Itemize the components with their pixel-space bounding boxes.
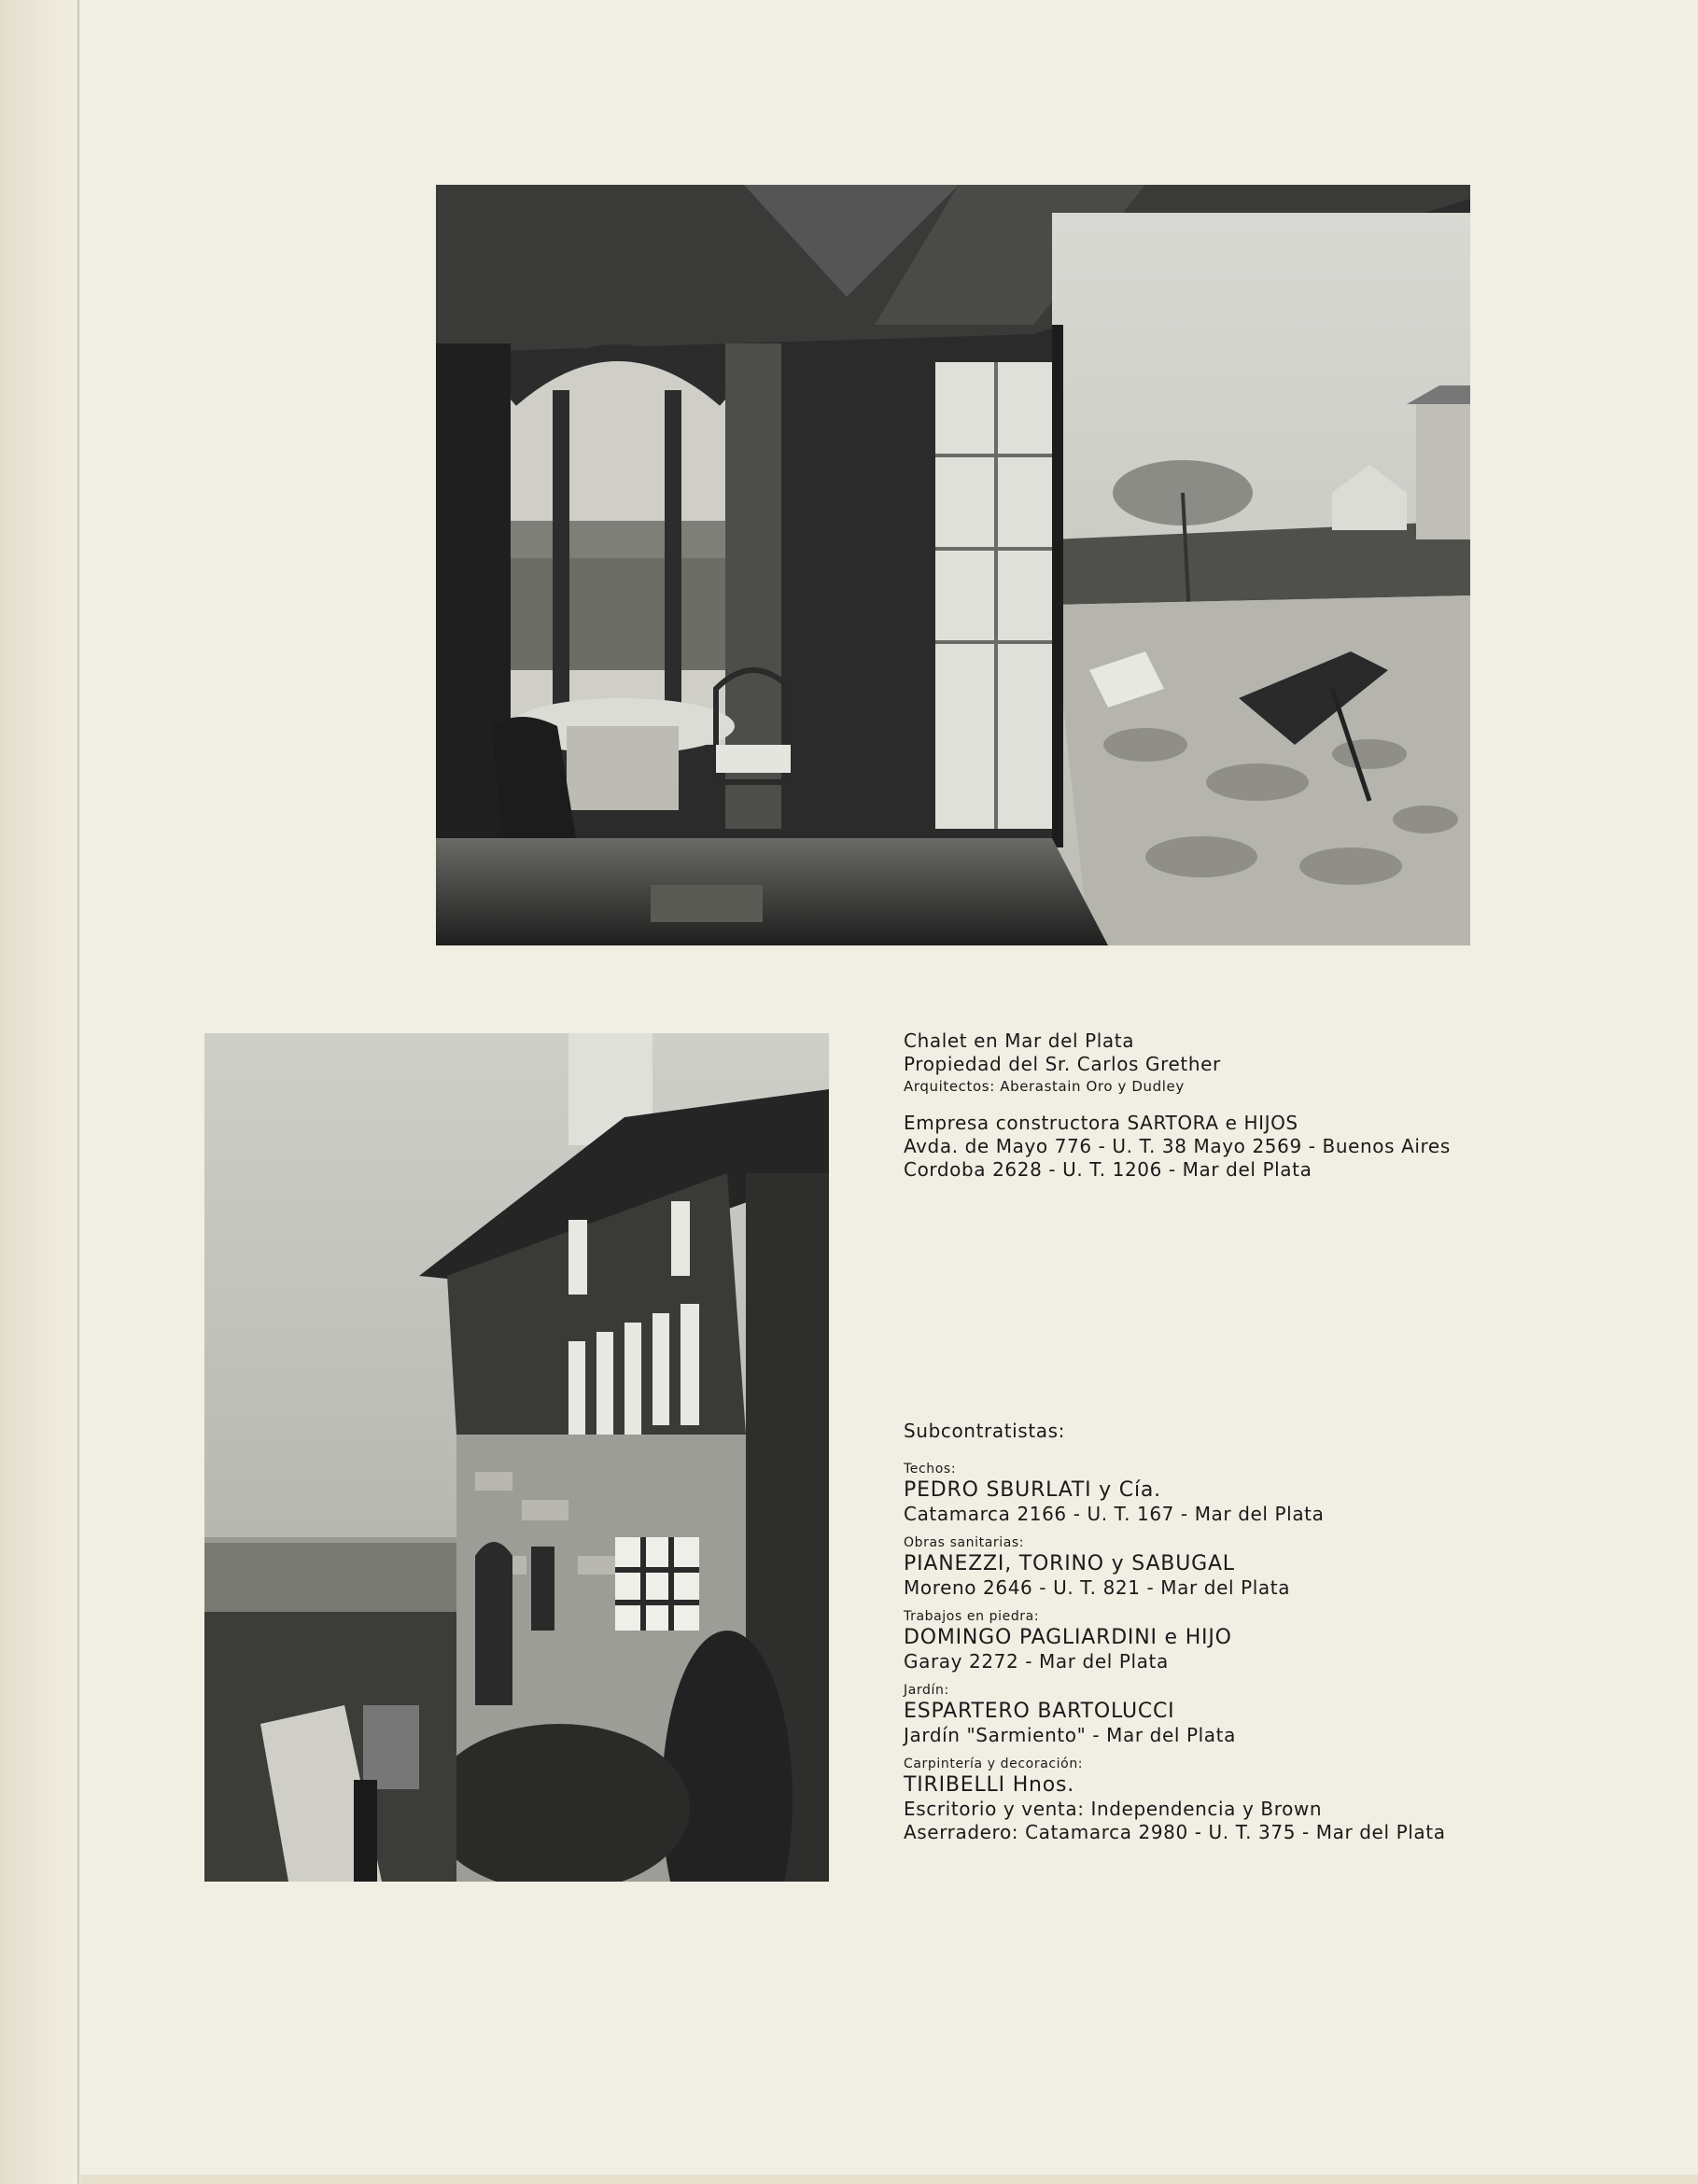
subcontractor-address: Jardín "Sarmiento" - Mar del Plata [904, 1724, 1236, 1746]
subcontractor-address: Aserradero: Catamarca 2980 - U. T. 375 - Mar del Plata [904, 1821, 1446, 1843]
subcontractor-group [904, 1533, 1594, 1600]
caption-address-2: Cordoba 2628 - U. T. 1206 - Mar del Plata [904, 1158, 1312, 1181]
page-binding-edge [0, 0, 80, 2184]
subcontractor-category: Trabajos en piedra: [904, 1609, 1040, 1624]
photo-chalet-exterior [204, 1033, 829, 1882]
subcontractor-group [904, 1460, 1594, 1526]
subcontractors-block [904, 1419, 1594, 1852]
caption-title: Chalet en Mar del Plata [904, 1029, 1135, 1052]
subcontractor-category: Techos: [904, 1462, 957, 1477]
subcontractor-category: Carpintería y decoración: [904, 1757, 1084, 1771]
subcontractor-address: Escritorio y venta: Independencia y Brown [904, 1798, 1323, 1820]
subcontractor-group [904, 1681, 1594, 1747]
subcontractor-address: Catamarca 2166 - U. T. 167 - Mar del Plata [904, 1503, 1325, 1525]
subcontractor-name: TIRIBELLI Hnos. [904, 1773, 1075, 1797]
page-bottom-edge [80, 2175, 1698, 2184]
subcontractor-address: Moreno 2646 - U. T. 821 - Mar del Plata [904, 1576, 1291, 1599]
subcontractor-group [904, 1755, 1594, 1844]
subcontractors-heading: Subcontratistas: [904, 1420, 1065, 1442]
subcontractor-name: PIANEZZI, TORINO y SABUGAL [904, 1552, 1235, 1575]
subcontractor-name: PEDRO SBURLATI y Cía. [904, 1478, 1161, 1502]
subcontractor-address: Garay 2272 - Mar del Plata [904, 1650, 1169, 1673]
caption-block [904, 1029, 1557, 1182]
subcontractor-category: Obras sanitarias: [904, 1535, 1025, 1550]
photo-sunroom-terrace [436, 185, 1470, 945]
subcontractor-name: ESPARTERO BARTOLUCCI [904, 1700, 1175, 1723]
caption-address-1: Avda. de Mayo 776 - U. T. 38 Mayo 2569 - Buenos Aires [904, 1135, 1451, 1157]
subcontractor-category: Jardín: [904, 1683, 949, 1698]
caption-contractor: Empresa constructora SARTORA e HIJOS [904, 1112, 1298, 1134]
caption-owner: Propiedad del Sr. Carlos Grether [904, 1053, 1221, 1075]
subcontractor-group [904, 1607, 1594, 1673]
caption-architects: Arquitectos: Aberastain Oro y Dudley [904, 1078, 1185, 1095]
subcontractor-name: DOMINGO PAGLIARDINI e HIJO [904, 1626, 1232, 1649]
